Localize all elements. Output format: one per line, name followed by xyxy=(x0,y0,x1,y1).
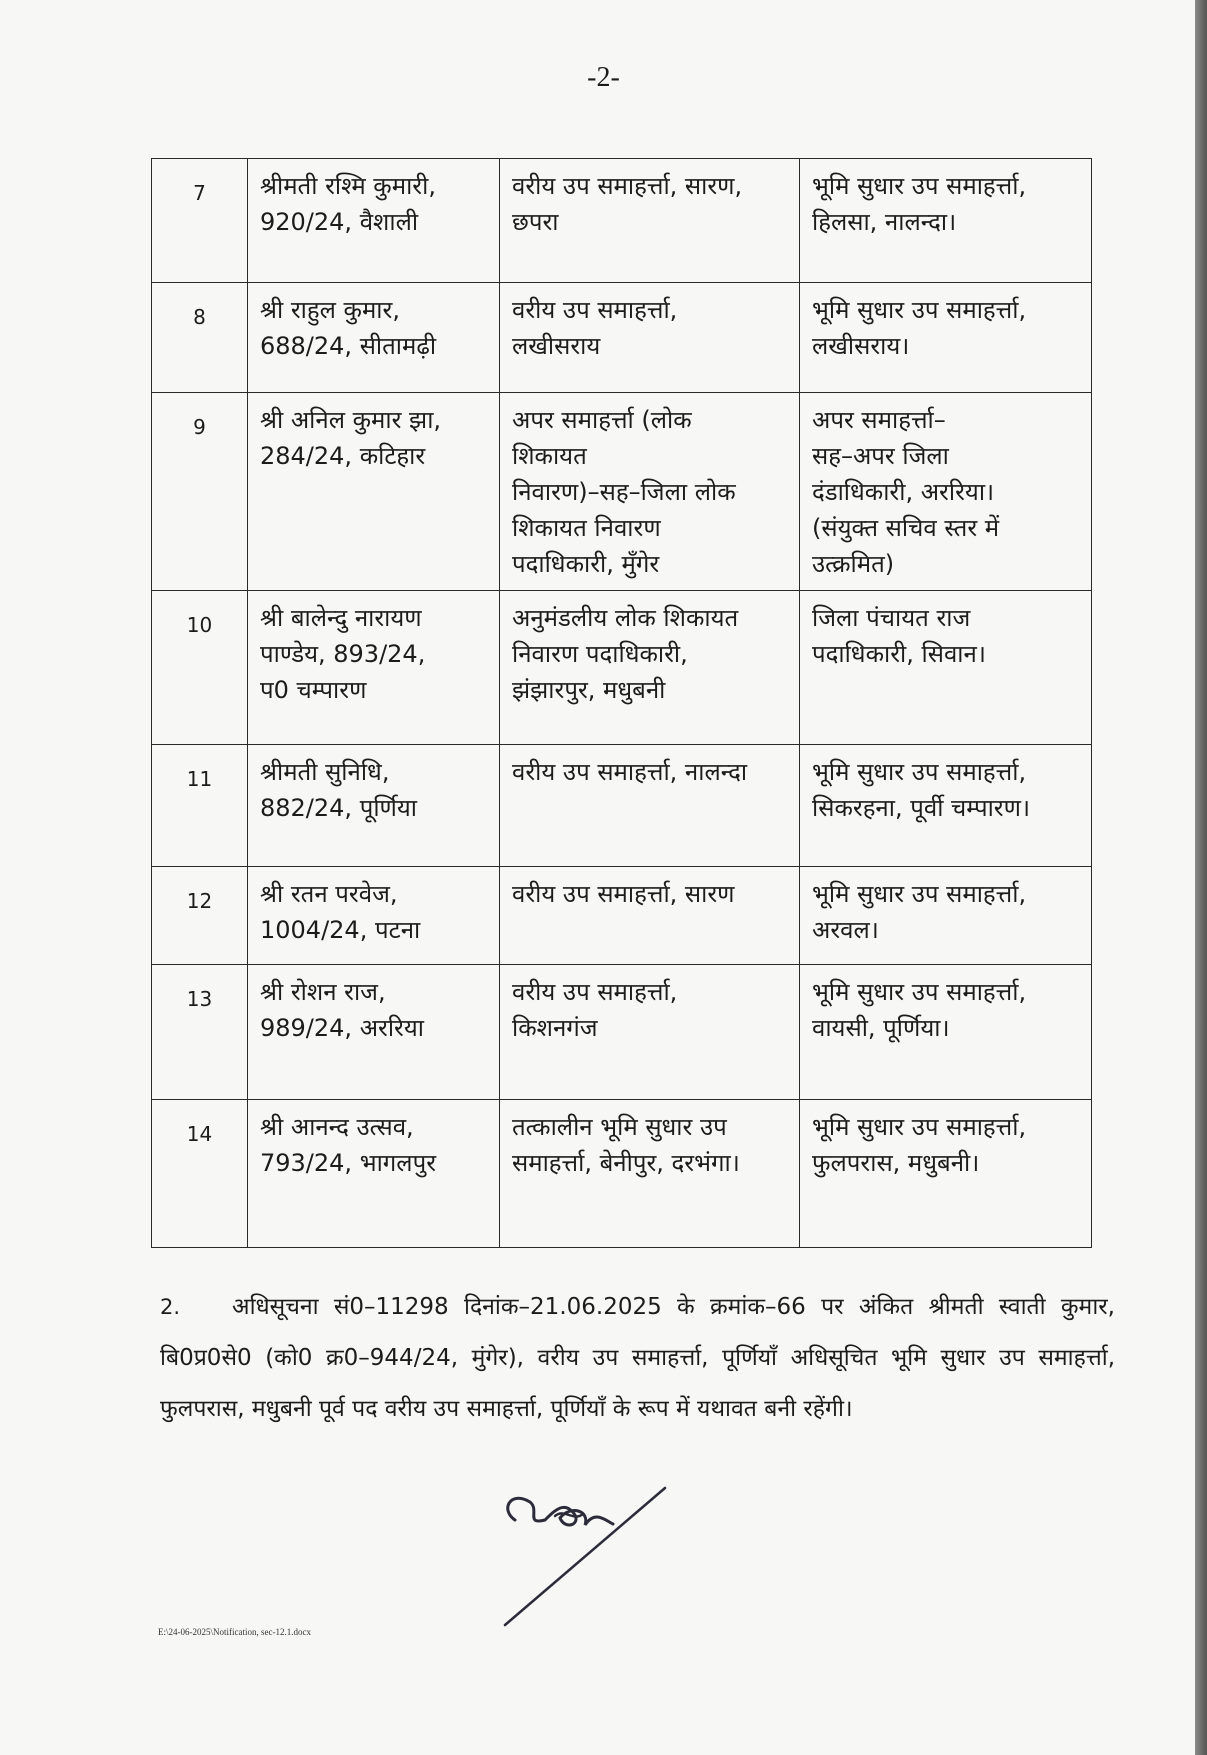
serial-number-cell: 13 xyxy=(152,965,248,1100)
paragraph-text: अधिसूचना सं0–11298 दिनांक–21.06.2025 के क्रमांक–66 पर अंकित श्रीमती स्वाती कुमार, बि0प्र0से0 (को0 क्र0–944/24, मुंगेर), वरीय उप समाहर्त्ता, पूर्णियाँ अधिसूचित भूमि सुधार उप समाहर्त्ता, फुलपरास, मधुबनी पूर्व पद वरीय उप समाहर्त्ता, पूर्णियाँ के रूप में यथावत बनी रहेंगी। xyxy=(160,1294,1115,1422)
officer-cell xyxy=(248,591,500,745)
new-post-cell xyxy=(800,965,1092,1100)
new-post-cell xyxy=(800,745,1092,867)
cell-line: श्रीमती सुनिधि, xyxy=(260,758,390,786)
cell-line: श्रीमती रश्मि कुमारी, xyxy=(260,172,436,200)
cell-line: जिला पंचायत राज xyxy=(812,604,971,632)
serial-number-cell: 10 xyxy=(152,591,248,745)
cell-line: प0 चम्पारण xyxy=(260,676,367,704)
cell-line: फुलपरास, मधुबनी। xyxy=(812,1149,980,1177)
table-row xyxy=(152,1100,1092,1248)
serial-number-cell: 8 xyxy=(152,283,248,393)
cell-line: भूमि सुधार उप समाहर्त्ता, xyxy=(812,1113,1027,1141)
cell-line: 284/24, कटिहार xyxy=(260,442,426,470)
table-row xyxy=(152,965,1092,1100)
cell-line: भूमि सुधार उप समाहर्त्ता, xyxy=(812,978,1027,1006)
cell-line: शिकायत xyxy=(512,442,587,470)
cell-line: वरीय उप समाहर्त्ता, xyxy=(512,978,678,1006)
officer-cell xyxy=(248,1100,500,1248)
table-row xyxy=(152,393,1092,591)
page-number: -2- xyxy=(587,62,620,93)
serial-number-cell: 9 xyxy=(152,393,248,591)
cell-line: 920/24, वैशाली xyxy=(260,208,419,236)
table-row xyxy=(152,591,1092,745)
cell-line: श्री रतन परवेज, xyxy=(260,880,398,908)
cell-line: हिलसा, नालन्दा। xyxy=(812,208,957,236)
table-row xyxy=(152,867,1092,965)
cell-line: पदाधिकारी, सिवान। xyxy=(812,640,986,668)
transfer-table xyxy=(151,158,1092,1248)
cell-line: श्री रोशन राज, xyxy=(260,978,386,1006)
cell-line: 688/24, सीतामढ़ी xyxy=(260,332,437,360)
cell-line: वायसी, पूर्णिया। xyxy=(812,1014,950,1042)
current-post-cell xyxy=(500,393,800,591)
current-post-cell xyxy=(500,283,800,393)
cell-line: (संयुक्त सचिव स्तर में xyxy=(812,514,1000,542)
serial-number-cell: 14 xyxy=(152,1100,248,1248)
current-post-cell xyxy=(500,745,800,867)
serial-number-cell: 11 xyxy=(152,745,248,867)
cell-line: श्री राहुल कुमार, xyxy=(260,296,400,324)
officer-cell xyxy=(248,393,500,591)
cell-line: पाण्डेय, 893/24, xyxy=(260,640,426,668)
officer-cell xyxy=(248,283,500,393)
cell-line: पदाधिकारी, मुँगेर xyxy=(512,550,660,578)
cell-line: अरवल। xyxy=(812,916,879,944)
new-post-cell xyxy=(800,159,1092,283)
page-edge xyxy=(1195,0,1207,1755)
cell-line: वरीय उप समाहर्त्ता, सारण, xyxy=(512,172,743,200)
cell-line: श्री आनन्द उत्सव, xyxy=(260,1113,414,1141)
cell-line: अनुमंडलीय लोक शिकायत xyxy=(512,604,739,632)
cell-line: 882/24, पूर्णिया xyxy=(260,794,418,822)
current-post-cell xyxy=(500,867,800,965)
current-post-cell xyxy=(500,965,800,1100)
table-row xyxy=(152,159,1092,283)
current-post-cell xyxy=(500,159,800,283)
cell-line: भूमि सुधार उप समाहर्त्ता, xyxy=(812,880,1027,908)
cell-line: 989/24, अररिया xyxy=(260,1014,425,1042)
new-post-cell xyxy=(800,393,1092,591)
cell-line: सह–अपर जिला xyxy=(812,442,949,470)
paragraph-2 xyxy=(160,1282,1115,1435)
current-post-cell xyxy=(500,591,800,745)
cell-line: लखीसराय xyxy=(512,332,601,360)
cell-line: निवारण)–सह–जिला लोक xyxy=(512,478,736,506)
cell-line: झंझारपुर, मधुबनी xyxy=(512,676,666,704)
officer-cell xyxy=(248,159,500,283)
table-row xyxy=(152,745,1092,867)
cell-line: लखीसराय। xyxy=(812,332,910,360)
cell-line: भूमि सुधार उप समाहर्त्ता, xyxy=(812,296,1027,324)
cell-line: श्री अनिल कुमार झा, xyxy=(260,406,442,434)
file-path-footer: E:\24-06-2025\Notification, sec-12.1.docx xyxy=(158,1627,311,1637)
cell-line: सिकरहना, पूर्वी चम्पारण। xyxy=(812,794,1031,822)
cell-line: तत्कालीन भूमि सुधार उप xyxy=(512,1113,727,1141)
table-row xyxy=(152,283,1092,393)
serial-number-cell: 7 xyxy=(152,159,248,283)
cell-line: शिकायत निवारण xyxy=(512,514,661,542)
cell-line: दंडाधिकारी, अररिया। xyxy=(812,478,995,506)
cell-line: वरीय उप समाहर्त्ता, सारण xyxy=(512,880,735,908)
officer-cell xyxy=(248,745,500,867)
cell-line: छपरा xyxy=(512,208,559,236)
officer-cell xyxy=(248,867,500,965)
table-body xyxy=(152,159,1092,1248)
cell-line: वरीय उप समाहर्त्ता, xyxy=(512,296,678,324)
cell-line: उत्क्रमित) xyxy=(812,550,895,578)
cell-line: अपर समाहर्त्ता (लोक xyxy=(512,406,692,434)
cell-line: निवारण पदाधिकारी, xyxy=(512,640,688,668)
current-post-cell xyxy=(500,1100,800,1248)
cell-line: किशनगंज xyxy=(512,1014,598,1042)
officer-cell xyxy=(248,965,500,1100)
paragraph-number: 2. xyxy=(160,1295,181,1319)
new-post-cell xyxy=(800,1100,1092,1248)
cell-line: 793/24, भागलपुर xyxy=(260,1149,437,1177)
cell-line: वरीय उप समाहर्त्ता, नालन्दा xyxy=(512,758,748,786)
new-post-cell xyxy=(800,283,1092,393)
cell-line: भूमि सुधार उप समाहर्त्ता, xyxy=(812,172,1027,200)
cell-line: भूमि सुधार उप समाहर्त्ता, xyxy=(812,758,1027,786)
cell-line: अपर समाहर्त्ता– xyxy=(812,406,946,434)
cell-line: 1004/24, पटना xyxy=(260,916,421,944)
cell-line: समाहर्त्ता, बेनीपुर, दरभंगा। xyxy=(512,1149,740,1177)
new-post-cell xyxy=(800,591,1092,745)
serial-number-cell: 12 xyxy=(152,867,248,965)
signature-image xyxy=(495,1480,675,1630)
new-post-cell xyxy=(800,867,1092,965)
cell-line: श्री बालेन्दु नारायण xyxy=(260,604,422,632)
